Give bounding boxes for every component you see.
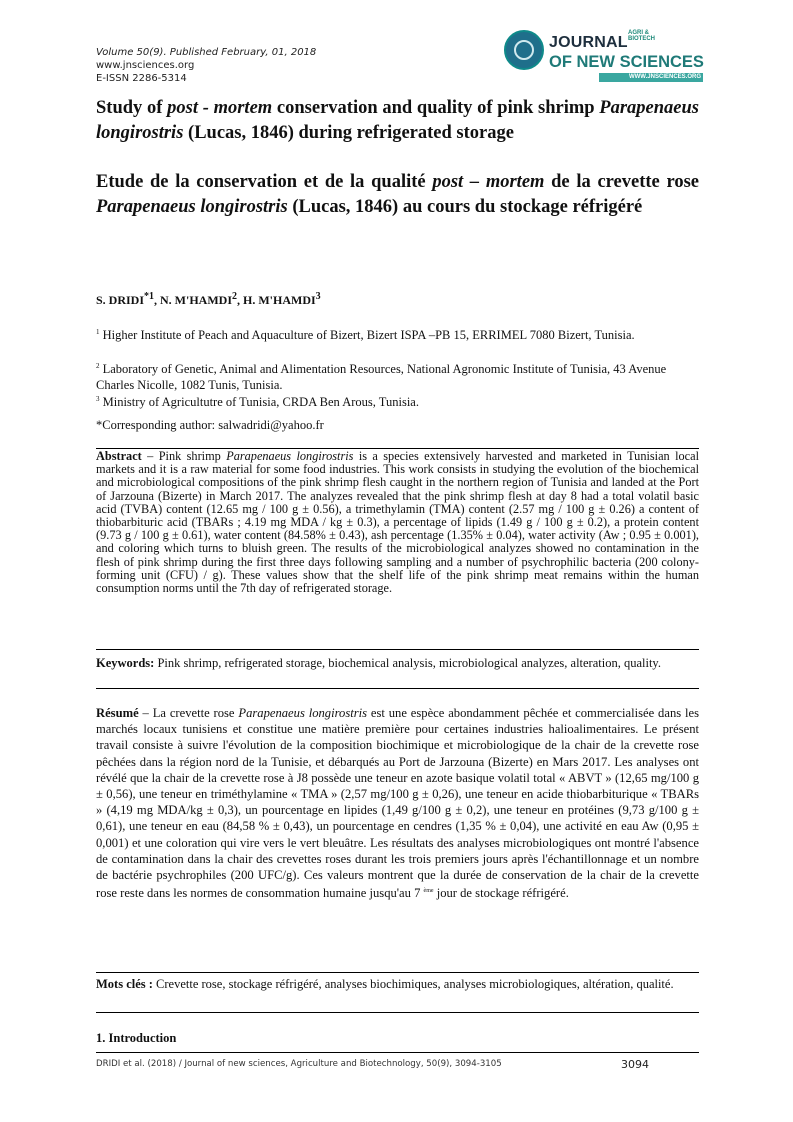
author-list: S. DRIDI$^{*1}$, N. M'HAMDI$^2$, H. M'HAMDI$^3$ bbox=[96, 291, 321, 307]
title-english: Study of post - mortem conservation and quality of pink shrimp Parapenaeus longirostris (Lucas, 1846) during refrigerated storage bbox=[96, 98, 699, 143]
logo-line2: OF NEW SCIENCES bbox=[549, 53, 704, 71]
title-french: Etude de la conservation et de la qualité post – mortem de la crevette rose Parapenaeus longirostris (Lucas, 1846) au cours du stockage réfrigéré bbox=[96, 172, 699, 217]
divider bbox=[96, 649, 699, 650]
logo-url: WWW.JNSCIENCES.ORG bbox=[599, 73, 703, 82]
issn: E-ISSN 2286-5314 bbox=[96, 73, 187, 84]
keywords-french: Mots clés : Crevette rose, stockage réfrigéré, analyses biochimiques, analyses microbiologiques, altération, qualité. bbox=[96, 977, 674, 991]
globe-emblem-icon bbox=[504, 30, 544, 70]
resume-french: Résumé – La crevette rose Parapenaeus longirostris est une espèce abondamment pêchée et commercialisée dans les marchés locaux tunisiens et constitue une matière première pour certaines industries halioalimentaires. Le présent travail consiste à suivre l'évolution de la composition biochimique et microbiologique de la chair de la crevette rose pêchées dans la région nord de la Tunisie, et débarqués au Port de Jarzouna (Bizerte) en Mars 2017. Les analyses ont révélé que la chair de la crevette rose à J8 possède une teneur en azote basique volatil total « ABVT » (12,65 mg/100 g ± 0,56), une teneur en triméthylamine « TMA » (2,57 mg/100 g ± 0,26), une teneur en acide thiobarbiturique « TBARs » (4,19 mg MDA/kg ± 0,3), un pourcentage en lipides (1,49 g/100 g ± 0,2), une teneur en protéines (9,73 g/100 g ± 0,61), une teneur en eau (84,58 % ± 0,43), un pourcentage en cendres (1,35 % ± 0,04), une activité en eau Aw (0,95 ± 0,001) et une coloration qui vire vers le vert bleuâtre. Les résultats des analyses microbiologiques ont montré l'absence de contamination dans la chair des crevettes roses durant les trois premiers jours après l'échantillonnage et un nombre de bactérie psychrophiles (200 UFC/g). Ces valeurs montrent que la durée de conservation de la chair de la crevette rose reste dans les normes de consommation humaine jusqu'au 7 $^{ème}$ jour de stockage réfrigéré. bbox=[96, 706, 699, 901]
page-number: 3094 bbox=[621, 1058, 649, 1071]
volume-info: Volume 50(9). Published February, 01, 2018 bbox=[96, 47, 317, 58]
logo-side-text: AGRI & BIOTECH bbox=[628, 30, 655, 42]
divider bbox=[96, 972, 699, 973]
keywords-english: Keywords: Pink shrimp, refrigerated storage, biochemical analysis, microbiological analyzes, alteration, quality. bbox=[96, 656, 661, 670]
affiliation-3: $^3$ Ministry of Agricultutre of Tunisia, CRDA Ben Arous, Tunisia. bbox=[96, 395, 419, 410]
footer-citation: DRIDI et al. (2018) / Journal of new sciences, Agriculture and Biotechnology, 50(9), 3094-3105 bbox=[96, 1059, 502, 1069]
journal-logo bbox=[504, 28, 704, 88]
section-heading-introduction: 1. Introduction bbox=[96, 1031, 177, 1045]
affiliation-1: $^1$ Higher Institute of Peach and Aquaculture of Bizert, Bizert ISPA –PB 15, ERRIMEL 7080 Bizert, Tunisia. bbox=[96, 328, 635, 343]
logo-line1: JOURNAL bbox=[549, 34, 628, 51]
website-link[interactable]: www.jnsciences.org bbox=[96, 60, 195, 71]
divider bbox=[96, 1012, 699, 1013]
divider bbox=[96, 688, 699, 689]
affiliation-2: $^2$ Laboratory of Genetic, Animal and Alimentation Resources, National Agronomic Institute of Tunisia, 43 Avenue Charles Nicolle, 1082 Tunis, Tunisia. bbox=[96, 362, 667, 393]
corresponding-author: *Corresponding author: salwadridi@yahoo.fr bbox=[96, 418, 324, 432]
abstract: Abstract – Pink shrimp Parapenaeus longirostris is a species extensively harvested and marketed in Tunisian local markets and it is a raw material for some food industries. This work consists in studying the evolution of the biochemical and microbiological compositions of the pink shrimp flesh caught in the northern region of Tunisia and landed at the Port of Jarzouna (Bizerte) in March 2017. The analyzes revealed that the pink shrimp flesh at day 8 had a total volatil basic acid (TVBA) content (12.65 mg / 100 g ± 0.56), a trimethylamin (TMA) content (2.57 mg / 100 g ± 0.26) a content of thiobarbituric acid (TBARs ; 4.19 mg MDA / kg ± 0.3), a percentage of lipids (1.49 g / 100 g ± 0.2), a protein content (9.73 g / 100 g ± 0.61), water content (84.58% ± 0.43), ash percentage (1.35% ± 0.04), water activity (Aw ; 0.95 ± 0.001), and coloring which turns to bluish green. The results of the microbiological analyzes showed no contamination in the flesh of pink shrimp during the first three days following sampling and a number of psychrophilic bacteria (200 colony-forming unit (CFU) / g). These values show that the shelf life of the pink shrimp meat remains within the human consumption norms until the 7th day of refrigerated storage. bbox=[96, 449, 699, 596]
journal-header bbox=[96, 46, 316, 85]
footer-divider bbox=[96, 1052, 699, 1053]
